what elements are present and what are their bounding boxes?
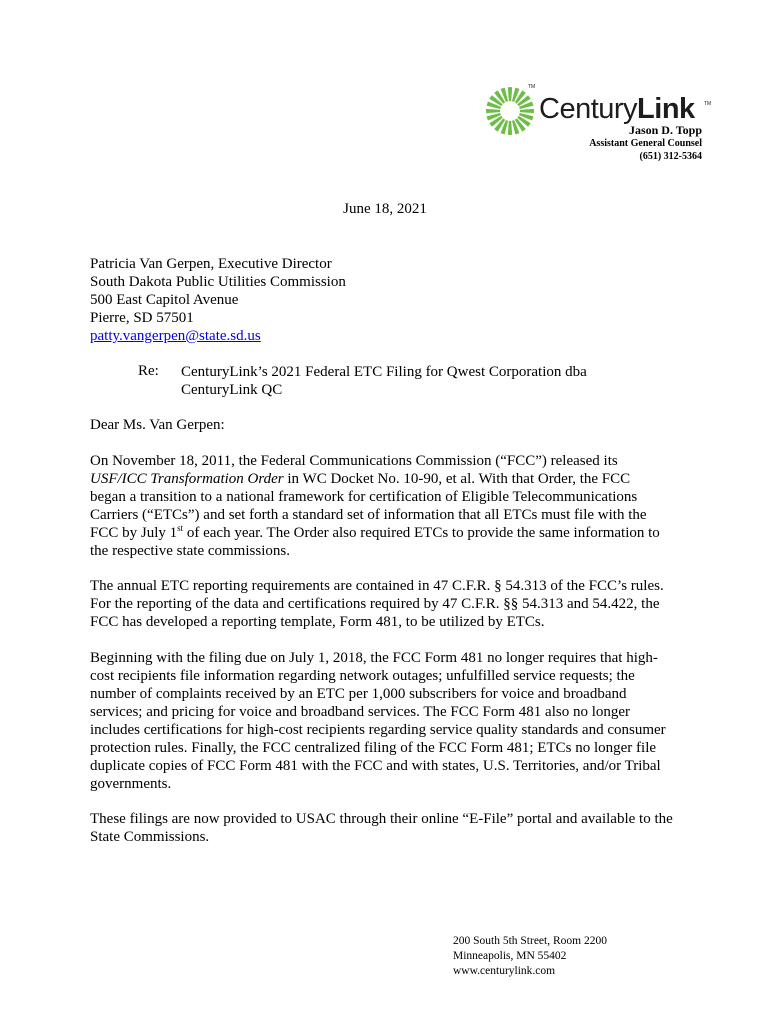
p3-line: cost recipients file information regarding network outages; unfulfilled service requests; the bbox=[90, 668, 635, 684]
signer-name: Jason D. Topp bbox=[628, 123, 702, 137]
footer-street: 200 South 5th Street, Room 2200 bbox=[453, 935, 607, 947]
p1-line bbox=[90, 470, 690, 488]
logo-burst-ray bbox=[508, 121, 512, 135]
p1-line-part: of each year. The Order also required ETCs to provide the same information to bbox=[183, 525, 660, 541]
paragraph-4 bbox=[90, 810, 690, 846]
re-subject-line1: CenturyLink’s 2021 Federal ETC Filing for Qwest Corporation dba bbox=[181, 364, 587, 380]
p1-line: the respective state commissions. bbox=[90, 543, 290, 559]
p3-line: duplicate copies of FCC Form 481 with the FCC and with states, U.S. Territories, and/or Tribal bbox=[90, 758, 661, 774]
p3-line: governments. bbox=[90, 776, 172, 792]
logo-tm-mark-2: TM bbox=[704, 101, 712, 107]
paragraph-3 bbox=[90, 649, 690, 793]
footer-city: Minneapolis, MN 55402 bbox=[453, 950, 567, 962]
re-subject bbox=[181, 363, 587, 399]
logo-word-link: Link bbox=[637, 93, 695, 125]
p1-line bbox=[90, 524, 690, 542]
footer-website[interactable]: www.centurylink.com bbox=[453, 965, 556, 977]
p2-line: For the reporting of the data and certifications required by 47 C.F.R. §§ 54.313 and 54.422, the bbox=[90, 596, 660, 612]
recipient-org: South Dakota Public Utilities Commission bbox=[90, 274, 346, 290]
p4-line: State Commissions. bbox=[90, 829, 210, 845]
recipient-city: Pierre, SD 57501 bbox=[90, 310, 194, 326]
re-label: Re: bbox=[138, 363, 159, 379]
salutation: Dear Ms. Van Gerpen: bbox=[90, 417, 225, 433]
p3-line: services; and pricing for voice and broadband services. The FCC Form 481 also no longer bbox=[90, 704, 631, 720]
p3-line: Beginning with the filing due on July 1, 2018, the FCC Form 481 no longer requires that high- bbox=[90, 650, 658, 666]
recipient-name: Patricia Van Gerpen, Executive Director bbox=[90, 256, 332, 272]
p3-line: number of complaints received by an ETC per 1,000 subscribers for voice and broadband bbox=[90, 686, 627, 702]
ordinal-suffix: st bbox=[177, 523, 184, 533]
logo-tm-mark: TM bbox=[528, 84, 536, 90]
signer-title: Assistant General Counsel bbox=[589, 138, 702, 149]
p1-line-rest: in WC Docket No. 10-90, et al. With that Order, the FCC bbox=[283, 471, 631, 487]
logo-wordmark bbox=[539, 93, 695, 126]
p1-line: began a transition to a national framework for certification of Eligible Telecommunications bbox=[90, 489, 638, 505]
p3-line: includes certifications for high-cost recipients regarding service quality standards and consumer bbox=[90, 722, 666, 738]
p4-line: These filings are now provided to USAC through their online “E-File” portal and available to the bbox=[90, 811, 673, 827]
logo-burst-ray bbox=[520, 109, 534, 113]
recipient-street: 500 East Capitol Avenue bbox=[90, 292, 239, 308]
paragraph-2 bbox=[90, 577, 690, 631]
order-title: USF/ICC Transformation Order bbox=[90, 471, 284, 487]
footer-address bbox=[453, 934, 607, 979]
re-subject-line2: CenturyLink QC bbox=[181, 382, 283, 398]
letter-date: June 18, 2021 bbox=[343, 201, 427, 217]
logo-burst-ray bbox=[508, 87, 512, 101]
logo-word-century: Century bbox=[539, 93, 638, 125]
p1-line-part: FCC by July 1 bbox=[90, 525, 178, 541]
recipient-address bbox=[90, 255, 346, 345]
p2-line: The annual ETC reporting requirements are contained in 47 C.F.R. § 54.313 of the FCC’s rules. bbox=[90, 578, 664, 594]
recipient-email-link[interactable]: patty.vangerpen@state.sd.us bbox=[90, 328, 261, 344]
p1-line: On November 18, 2011, the Federal Communications Commission (“FCC”) released its bbox=[90, 453, 618, 469]
signer-phone: (651) 312-5364 bbox=[639, 151, 702, 162]
p2-line: FCC has developed a reporting template, Form 481, to be utilized by ETCs. bbox=[90, 614, 545, 630]
p3-line: protection rules. Finally, the FCC centralized filing of the FCC Form 481; ETCs no longer file bbox=[90, 740, 657, 756]
logo-burst-ray bbox=[486, 109, 500, 113]
p1-line: Carriers (“ETCs”) and set forth a standard set of information that all ETCs must file with the bbox=[90, 507, 647, 523]
centurylink-burst-icon bbox=[484, 84, 536, 136]
paragraph-1 bbox=[90, 452, 690, 560]
